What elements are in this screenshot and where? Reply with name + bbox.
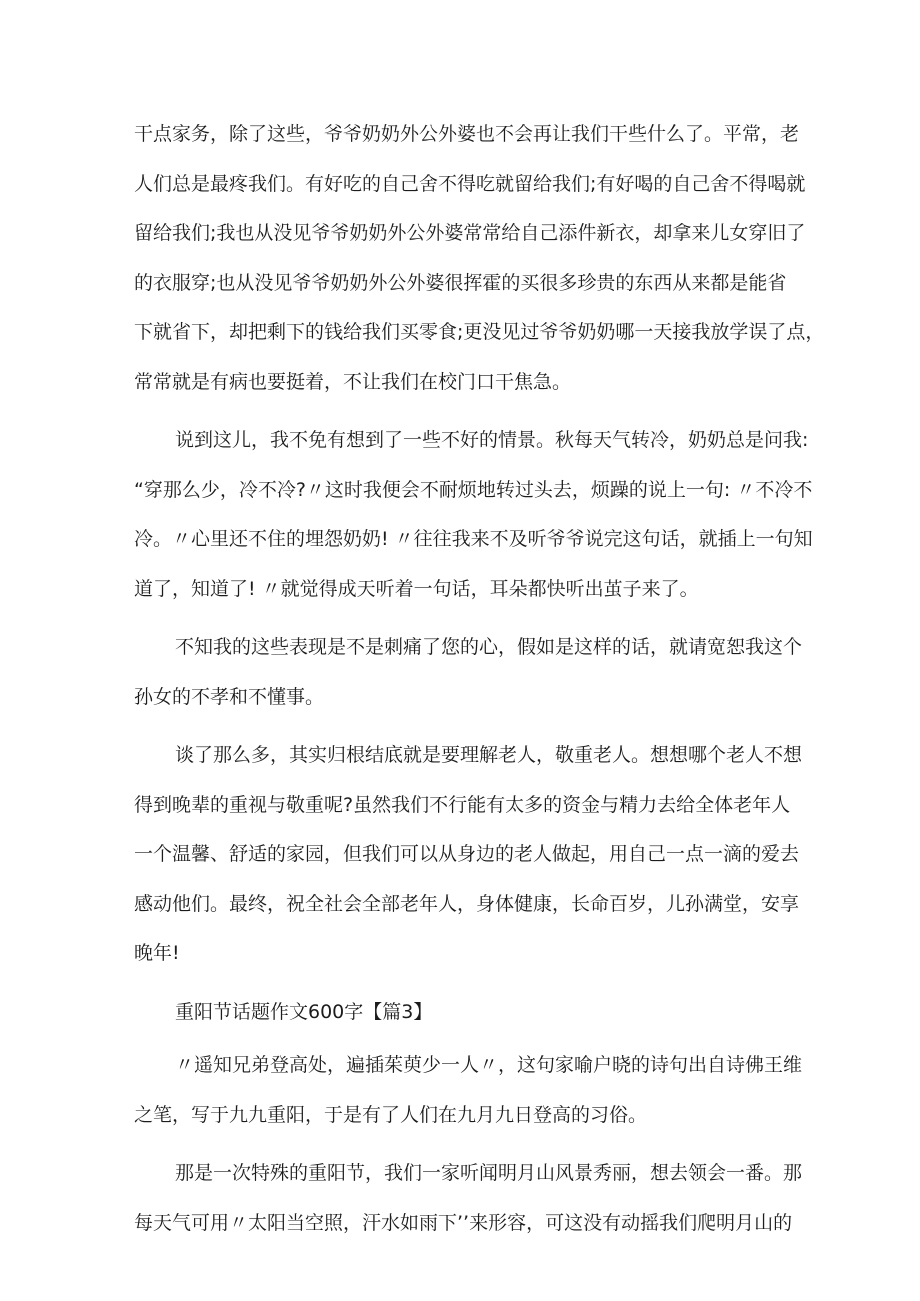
text-line: 常常就是有病也要挺着，不让我们在校门口干焦急。 [134,370,572,393]
paragraph-6 [134,1149,803,1248]
text-line: 之笔，写于九九重阳，于是有了人们在九月九日登高的习俗。 [134,1103,648,1126]
text-line: 留给我们;我也从没见爷爷奶奶外公外婆常常给自己添件新衣，却拿来儿女穿旧了 [134,222,806,244]
text-line: 感动他们。最终，祝全社会全部老年人，身体健康，长命百岁，儿孙满堂，安享 [134,892,800,915]
text-line: 每天气可用〃太阳当空照，汗水如雨下’’来形容，可这没有动摇我们爬明月山的 [134,1211,793,1234]
text-line: 晚年! [134,942,180,964]
paragraph-1 [134,110,825,407]
text-line: 干点家务，除了这些，爷爷奶奶外公外婆也不会再让我们干些什么了。平常，老 [134,123,800,145]
text-line: 谈了那么多，其实归根结底就是要理解老人，敬重老人。想想哪个老人不想 [175,744,803,766]
text-line: 冷。〃心里还不住的埋怨奶奶! 〃往往我来不及听爷爷说完这句话，就插上一句知 [134,528,813,550]
section-heading: 重阳节话题作文600字【篇3】 [175,1000,433,1023]
text-line: 那是一次特殊的重阳节，我们一家听闻明月山风景秀丽，想去领会一番。那 [175,1162,803,1184]
text-line: 人们总是最疼我们。有好吃的自己舍不得吃就留给我们;有好喝的自己舍不得喝就 [134,172,806,195]
text-line: 的衣服穿;也从没见爷爷奶奶外公外婆很挥霍的买很多珍贵的东西从来都是能省 [134,271,787,294]
text-line: 下就省下，却把剩下的钱给我们买零食;更没见过爷爷奶奶哪一天接我放学误了点， [134,321,825,343]
text-line: 一个温馨、舒适的家园，但我们可以从身边的老人做起，用自己一点一滴的爱去 [134,843,800,865]
paragraph-2 [134,416,813,614]
paragraph-5 [134,1041,803,1140]
text-line: 道了，知道了! 〃就觉得成天听着一句话，耳朵都快听出茧子来了。 [134,577,699,600]
text-line: “穿那么少，冷不冷?〃这时我便会不耐烦地转过头去，烦躁的说上一句: 〃不冷不 [134,478,813,501]
paragraph-3 [134,623,803,722]
text-line: 不知我的这些表现是不是刺痛了您的心，假如是这样的话，就请宽恕我这个 [175,636,803,658]
document-body [134,110,825,1257]
paragraph-4 [134,731,803,979]
text-line: 说到这儿，我不免有想到了一些不好的情景。秋每天气转冷，奶奶总是问我: [175,429,809,451]
text-line: 孙女的不孝和不懂事。 [134,685,325,708]
text-line: 得到晚辈的重视与敬重呢?虽然我们不行能有太多的资金与精力去给全体老年人 [134,793,791,816]
text-line: 〃遥知兄弟登高处，遍插茱萸少一人〃，这句家喻户晓的诗句出自诗佛王维 [175,1054,803,1076]
